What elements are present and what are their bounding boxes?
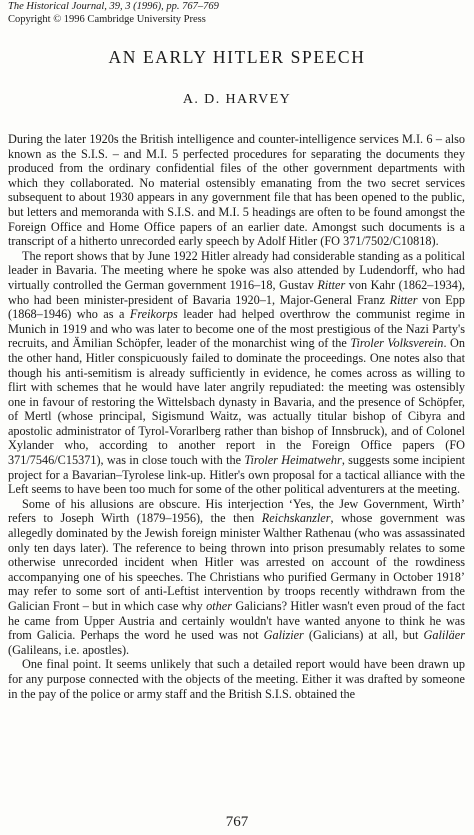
text-run: The report shows that by June 1922 Hitler already had considerable standing as a political leader in Bavaria. The meeting where he spoke was also attended by Ludendorff, who had virtually controlled the German government 1916–18, Gustav <box>8 248 465 292</box>
italic-term: Tiroler Heimatwehr <box>244 453 342 468</box>
text-run: von Kahr (1862–1934), who had been minister-president of Bavaria 1920–1, Major-General Franz <box>8 277 465 307</box>
journal-citation: The Historical Journal, 39, 3 (1996), pp. 767–769 <box>8 1 219 12</box>
text-run: von Epp (1868–1946) who as a <box>8 292 465 322</box>
italic-term: Reichskanzler <box>261 511 331 526</box>
text-run: leader had helped overthrow the communist regime in Munich in 1919 and who was later to become one of the most prestigious of the Nazi Party's recruits, and Ämilian Schöpfer, leader of the monarchist wing of the <box>8 307 465 351</box>
italic-term: Galizier <box>263 628 304 643</box>
page-number: 767 <box>225 814 249 830</box>
italic-term: Ritter <box>317 277 346 292</box>
body-paragraph <box>8 657 465 701</box>
text-run: , whose government was allegedly dominated by the Jewish foreign minister Walther Rathenau (who was assassinated only ten days later). The reference to being thrown into prison presumably relates to some otherwise unrecorded incident when Hitler was arrested on account of the rowdiness accompanying one of his speeches. The Christians who purified Germany in October 1918’ may refer to some sort of anti-Leftist intervention by troops recently withdrawn from the Galician Front – but in which case why <box>8 511 465 613</box>
italic-term: Ritter <box>389 292 418 307</box>
text-run: During the later 1920s the British intelligence and counter-intelligence services M.I. 6 – also known as the S.I.S. – and M.I. 5 perfected procedures for separating the documents they produced from the ordinary confidential files of the other government departments with which they collaborated. No material ostensibly emanating from the two secret services subsequent to about 1930 appears in any government file that has been opened to the public, but letters and memoranda with S.I.S. and M.I. 5 headings are often to be found amongst the Foreign Office and Home Office papers of an earlier date. Amongst such documents is a transcript of a hitherto unrecorded early speech by Adolf Hitler (FO 371/7502/C10818). <box>8 132 465 249</box>
italic-term: Galiläer <box>423 628 465 643</box>
article-title: AN EARLY HITLER SPEECH <box>108 47 366 67</box>
article-author: A. D. HARVEY <box>182 92 292 107</box>
body-paragraph <box>8 132 465 249</box>
body-paragraph <box>8 497 465 658</box>
text-run: (Galicians) at all, but <box>303 628 424 643</box>
text-run: One final point. It seems unlikely that such a detailed report would have been drawn up for any purpose connected with the objects of the meeting. Either it was drafted by someone in the pay of the police or army staff and the British S.I.S. obtained the <box>8 657 465 701</box>
italic-term: Tiroler Volksverein <box>350 336 444 351</box>
italic-term: other <box>206 599 233 613</box>
text-run: . On the other hand, Hitler conspicuously failed to dominate the proceedings. One notes also that though his anti-semitism is already sufficiently in evidence, he comes across as willing to flirt with schemes that he would have later angrily repudiated: the meeting was ostensibly one in favour of restoring the Wittelsbach dynasty in Bavaria, and the presence of Schöpfer, of Mertl (whose principal, Sigismund Waitz, was actually titular bishop of Cibyra and apostolic administrator of Tyrol-Vorarlberg rather than bishop of Innsbruck), and of Colonel Xylander who, according to another report in the Foreign Office papers (FO 371/7546/C15371), was in close touch with the <box>8 336 465 468</box>
text-run: , suggests some incipient project for a Bavarian–Tyrolese link-up. Hitler's own proposal for a tactical alliance with the Left seems to have been too much for some of the other political adventurers at the meeting. <box>8 453 465 497</box>
article-body <box>8 132 465 701</box>
body-paragraph <box>8 249 465 497</box>
running-header <box>8 0 219 26</box>
text-run: (Galileans, i.e. apostles). <box>8 642 130 657</box>
text-run: Some of his allusions are obscure. His interjection ‘Yes, the Jew Government, Wirth’ refers to Joseph Wirth (1879–1956), the then <box>8 496 465 526</box>
copyright-line: Copyright © 1996 Cambridge University Press <box>8 14 206 25</box>
italic-term: Freikorps <box>129 307 178 322</box>
text-run: Galicians? Hitler wasn't even proud of the fact he came from Upper Austria and certainly wouldn't have wanted anyone to think he was from Galicia. Perhaps the word he used was not <box>8 599 465 643</box>
